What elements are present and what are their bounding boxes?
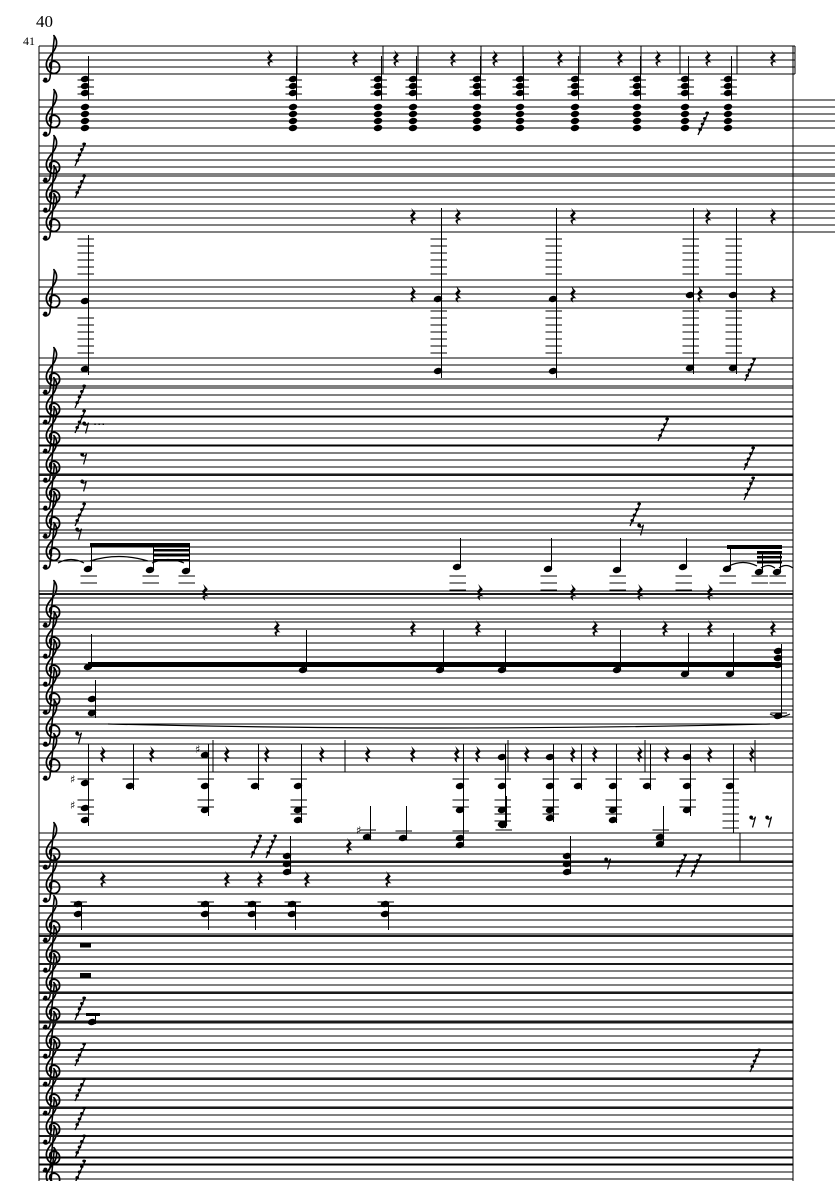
notehead <box>408 124 418 132</box>
quarter-rest <box>352 50 358 67</box>
notehead <box>80 124 90 132</box>
quarter-rest <box>450 50 456 67</box>
tremolo-figure <box>75 175 86 199</box>
notehead <box>632 103 642 111</box>
notehead <box>570 124 580 132</box>
quarter-rest <box>557 50 563 67</box>
tremolo-figure <box>745 358 756 382</box>
notehead <box>288 103 298 111</box>
notehead <box>515 103 525 111</box>
tie-slur <box>108 724 770 728</box>
quarter-rest <box>664 746 670 763</box>
tremolo-figure <box>75 1135 86 1159</box>
notehead <box>80 103 90 111</box>
quarter-rest <box>770 208 776 225</box>
beam <box>757 556 782 559</box>
tremolo-figure <box>750 1049 761 1073</box>
notehead <box>723 124 733 132</box>
quarter-rest <box>617 50 623 67</box>
treble-clef-icon <box>43 90 59 136</box>
notehead <box>472 103 482 111</box>
notehead <box>472 110 482 118</box>
notehead <box>515 110 525 118</box>
rest-dots: ··· <box>93 418 106 433</box>
beam <box>90 543 190 547</box>
sharp-accidental: ♯ <box>195 743 201 756</box>
notehead <box>288 110 298 118</box>
tie-slur <box>729 563 757 567</box>
beam <box>153 554 190 557</box>
quarter-rest <box>570 746 576 763</box>
eighth-rest <box>82 422 88 434</box>
quarter-rest <box>393 50 399 67</box>
notehead <box>80 110 90 118</box>
notehead <box>288 124 298 132</box>
notehead <box>680 124 690 132</box>
notehead <box>632 117 642 125</box>
notehead <box>680 110 690 118</box>
measure-number-40: 40 <box>36 12 53 31</box>
tremolo-figure <box>75 1160 86 1181</box>
notehead <box>515 124 525 132</box>
quarter-rest <box>655 50 661 67</box>
quarter-rest <box>264 746 270 763</box>
quarter-rest <box>592 746 598 763</box>
quarter-rest <box>707 746 713 763</box>
notehead <box>515 117 525 125</box>
quarter-rest <box>705 208 711 225</box>
notehead <box>723 103 733 111</box>
quarter-rest <box>224 746 230 763</box>
notehead <box>723 117 733 125</box>
beam <box>88 662 779 667</box>
quarter-rest <box>705 50 711 67</box>
treble-clef-icon <box>43 734 59 780</box>
whole-rest <box>80 973 91 978</box>
quarter-rest <box>454 746 460 763</box>
eighth-rest <box>80 453 86 465</box>
notehead <box>408 117 418 125</box>
quarter-rest <box>492 50 498 67</box>
sharp-accidental: ♯ <box>70 799 76 812</box>
quarter-rest <box>524 746 530 763</box>
treble-clef-icon <box>43 36 59 82</box>
tremolo-figure <box>75 410 86 434</box>
quarter-rest <box>149 746 155 763</box>
notehead <box>373 110 383 118</box>
notehead <box>472 124 482 132</box>
notehead <box>570 110 580 118</box>
beam <box>757 551 782 554</box>
notehead <box>80 117 90 125</box>
quarter-rest <box>770 50 776 67</box>
notehead <box>570 117 580 125</box>
notehead <box>680 117 690 125</box>
eighth-rest <box>765 816 771 828</box>
quarter-rest <box>365 746 371 763</box>
notehead <box>680 103 690 111</box>
tremolo-figure <box>75 503 86 527</box>
quarter-rest <box>637 746 643 763</box>
notehead <box>288 117 298 125</box>
beam <box>153 549 190 552</box>
quarter-rest <box>267 50 273 67</box>
notehead <box>472 117 482 125</box>
notehead <box>408 103 418 111</box>
beam <box>757 561 782 564</box>
tremolo-figure <box>698 112 709 136</box>
eighth-rest <box>604 858 610 870</box>
score-render-root <box>39 36 835 1181</box>
notehead <box>632 110 642 118</box>
treble-clef-icon <box>43 270 59 316</box>
sharp-accidental: ♯ <box>356 824 362 837</box>
quarter-rest <box>455 208 461 225</box>
quarter-rest <box>475 746 481 763</box>
notehead <box>373 117 383 125</box>
notehead <box>632 124 642 132</box>
tie-slur <box>90 557 148 562</box>
quarter-rest <box>570 208 576 225</box>
whole-rest <box>80 943 91 948</box>
notehead <box>373 103 383 111</box>
eighth-rest <box>749 816 755 828</box>
tremolo-figure <box>75 1078 86 1102</box>
sharp-accidental: ♯ <box>70 773 76 786</box>
beam <box>86 1013 100 1016</box>
quarter-rest <box>410 208 416 225</box>
quarter-rest <box>319 746 325 763</box>
tremolo-figure <box>744 447 755 471</box>
tremolo-figure <box>630 503 641 527</box>
notehead <box>723 110 733 118</box>
quarter-rest <box>410 746 416 763</box>
quarter-rest <box>100 746 106 763</box>
measure-number-41: 41 <box>23 34 35 48</box>
beam <box>727 545 782 549</box>
tremolo-figure <box>75 1043 86 1067</box>
tremolo-figure <box>75 1107 86 1131</box>
tremolo-figure <box>658 418 669 442</box>
notehead <box>373 124 383 132</box>
notehead <box>408 110 418 118</box>
notehead <box>570 103 580 111</box>
